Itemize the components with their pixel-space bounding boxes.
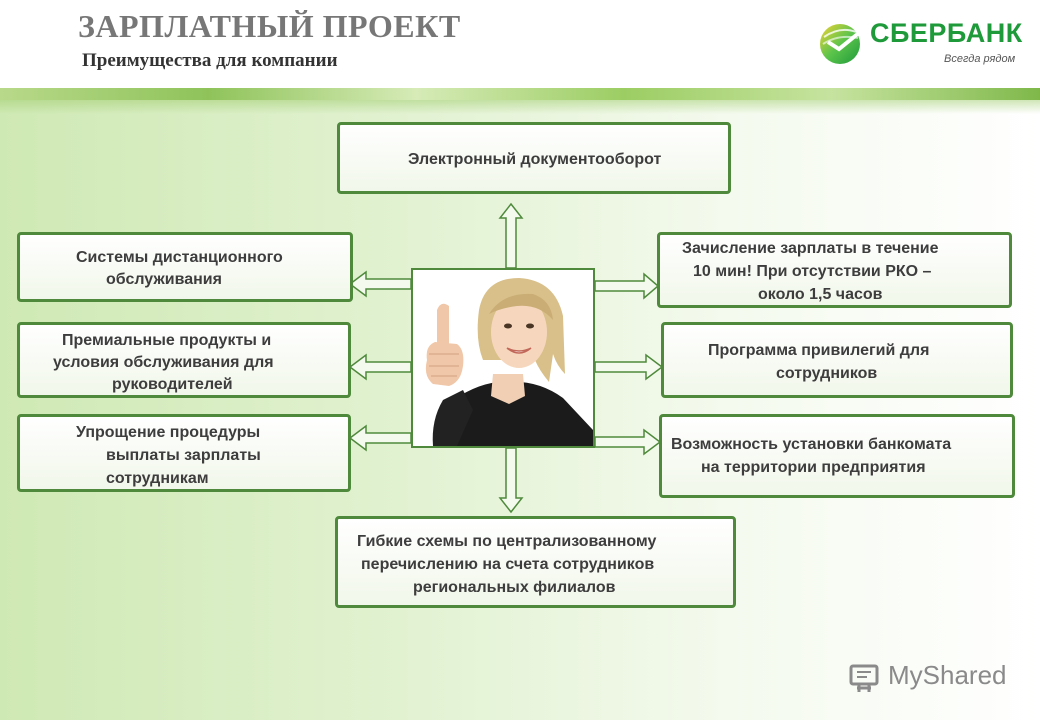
arrow-right-2 xyxy=(595,355,662,379)
benefit-left-2-line3: руководителей xyxy=(112,376,233,393)
benefit-left-3-line3: сотрудникам xyxy=(106,470,209,487)
benefit-left-1-line2: обслуживания xyxy=(106,271,222,288)
benefit-left-2 xyxy=(17,322,351,398)
benefit-left-3-line1: Упрощение процедуры xyxy=(76,424,261,441)
businesswoman-thumbs-up-image xyxy=(413,270,593,446)
arrow-down xyxy=(500,448,522,512)
benefit-left-1 xyxy=(17,232,353,302)
benefit-bottom-line2: перечислению на счета сотрудников xyxy=(361,556,655,573)
benefit-right-3 xyxy=(659,414,1015,498)
arrow-up xyxy=(500,204,522,268)
arrow-left-1 xyxy=(350,272,411,296)
watermark xyxy=(848,656,1008,696)
benefit-right-3-line2: на территории предприятия xyxy=(701,459,926,476)
benefit-right-2-line2: сотрудников xyxy=(776,365,878,382)
benefit-top xyxy=(337,122,731,194)
benefit-top-text: Электронный документооборот xyxy=(408,151,662,168)
arrow-right-3 xyxy=(595,430,660,454)
benefit-right-1-line2: 10 мин! При отсутствии РКО – xyxy=(693,263,932,280)
benefit-bottom-line3: региональных филиалов xyxy=(413,579,616,596)
benefit-right-1-line3: около 1,5 часов xyxy=(758,286,883,303)
arrow-left-2 xyxy=(350,355,411,379)
page-title: ЗАРПЛАТНЫЙ ПРОЕКТ xyxy=(78,8,461,44)
arrow-right-1 xyxy=(595,274,658,298)
benefit-right-1-line1: Зачисление зарплаты в течение xyxy=(682,240,939,257)
brand-slogan: Всегда рядом xyxy=(944,53,1016,65)
benefit-right-2-line1: Программа привилегий для xyxy=(708,342,930,359)
benefit-left-2-line2: условия обслуживания для xyxy=(53,354,274,371)
center-photo xyxy=(411,268,595,448)
watermark-icon xyxy=(848,660,882,694)
benefit-right-3-line1: Возможность установки банкомата xyxy=(671,436,952,453)
page-subtitle: Преимущества для компании xyxy=(82,50,338,71)
benefit-left-3 xyxy=(17,414,351,492)
benefit-right-1 xyxy=(657,232,1012,308)
benefit-bottom xyxy=(335,516,736,608)
benefit-left-2-line1: Премиальные продукты и xyxy=(62,332,272,349)
watermark-text: MyShared xyxy=(888,660,1007,690)
benefit-left-1-line1: Системы дистанционного xyxy=(76,249,283,266)
arrow-left-3 xyxy=(350,426,411,450)
benefit-bottom-line1: Гибкие схемы по централизованному xyxy=(357,533,657,550)
benefit-left-3-line2: выплаты зарплаты xyxy=(106,447,261,464)
benefit-right-2 xyxy=(661,322,1013,398)
brand-name: СБЕРБАНК xyxy=(870,18,1023,48)
